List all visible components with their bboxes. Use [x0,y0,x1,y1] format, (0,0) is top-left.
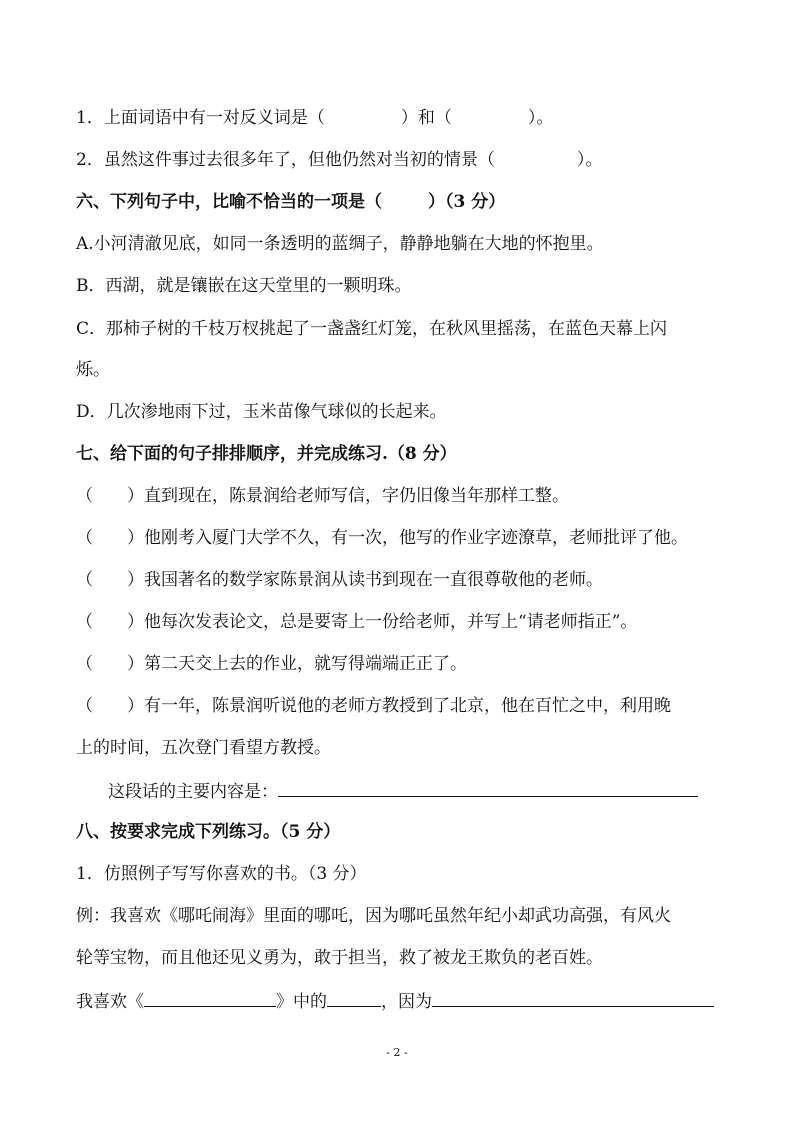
q8-example-line2: 轮等宝物，而且他还见义勇为，敢于担当，救了被龙王欺负的老百姓。 [76,948,603,968]
q6-option-a: A.小河清澈见底，如同一条透明的蓝绸子，静静地躺在大地的怀抱里。 [76,234,604,254]
q6-option-d: D．几次渗地雨下过，玉米苗像气球似的长起来。 [76,402,447,422]
q6-option-c-line1: C．那柿子树的千枝万杈挑起了一盏盏红灯笼，在秋风里摇荡，在蓝色天幕上闪 [76,319,668,339]
q7-sentence[interactable]: （ ）直到现在，陈景润给老师写信，字仍旧像当年那样工整。 [76,486,569,506]
q6-heading: 六、下列句子中，比喻不恰当的一项是（ ）（3 分） [76,192,506,212]
q7-sentence[interactable]: （ ）有一年，陈景润听说他的老师方教授到了北京，他在百忙之中，利用晚 [76,696,671,716]
q8-heading: 八、按要求完成下列练习。（5 分） [76,822,341,842]
q6-option-b: B．西湖，就是镶嵌在这天堂里的一颗明珠。 [76,276,412,296]
main-content-answer-line[interactable] [278,778,698,797]
book-title-blank[interactable] [144,988,276,1007]
q8-sub-question-1: 1．仿照例子写写你喜欢的书。（3 分） [76,864,367,884]
q8-example-line1: 例：我喜欢《哪吒闹海》里面的哪吒，因为哪吒虽然年纪小却武功高强，有风火 [76,906,671,926]
q5-item-1: 1．上面词语中有一对反义词是（ ）和（ ）。 [76,108,554,128]
character-blank[interactable] [327,988,381,1007]
q8-fill-in-row: 我喜欢《 》中的 ，因为 [76,988,736,1014]
q6-option-c-line2: 烁。 [76,360,110,380]
page-number: - 2 - [386,1046,408,1059]
main-content-label: 这段话的主要内容是： [108,782,278,802]
q7-sentence[interactable]: （ ）第二天交上去的作业，就写得端端正正了。 [76,654,467,674]
q7-sentence-continued: 上的时间，五次登门看望方教授。 [76,738,331,758]
q7-sentence[interactable]: （ ）他刚考入厦门大学不久，有一次，他写的作业字迹潦草，老师批评了他。 [76,528,688,548]
q7-sentence[interactable]: （ ）我国著名的数学家陈景润从读书到现在一直很尊敬他的老师。 [76,570,603,590]
q5-item-2: 2．虽然这件事过去很多年了，但他仍然对当初的情景（ ）。 [76,150,603,170]
reason-blank[interactable] [432,988,714,1007]
q7-heading: 七、给下面的句子排排顺序，并完成练习.（8 分） [76,444,457,464]
q7-sentence[interactable]: （ ）他每次发表论文，总是要寄上一份给老师，并写上“请老师指正”。 [76,612,638,632]
q7-main-content-row [108,778,720,804]
